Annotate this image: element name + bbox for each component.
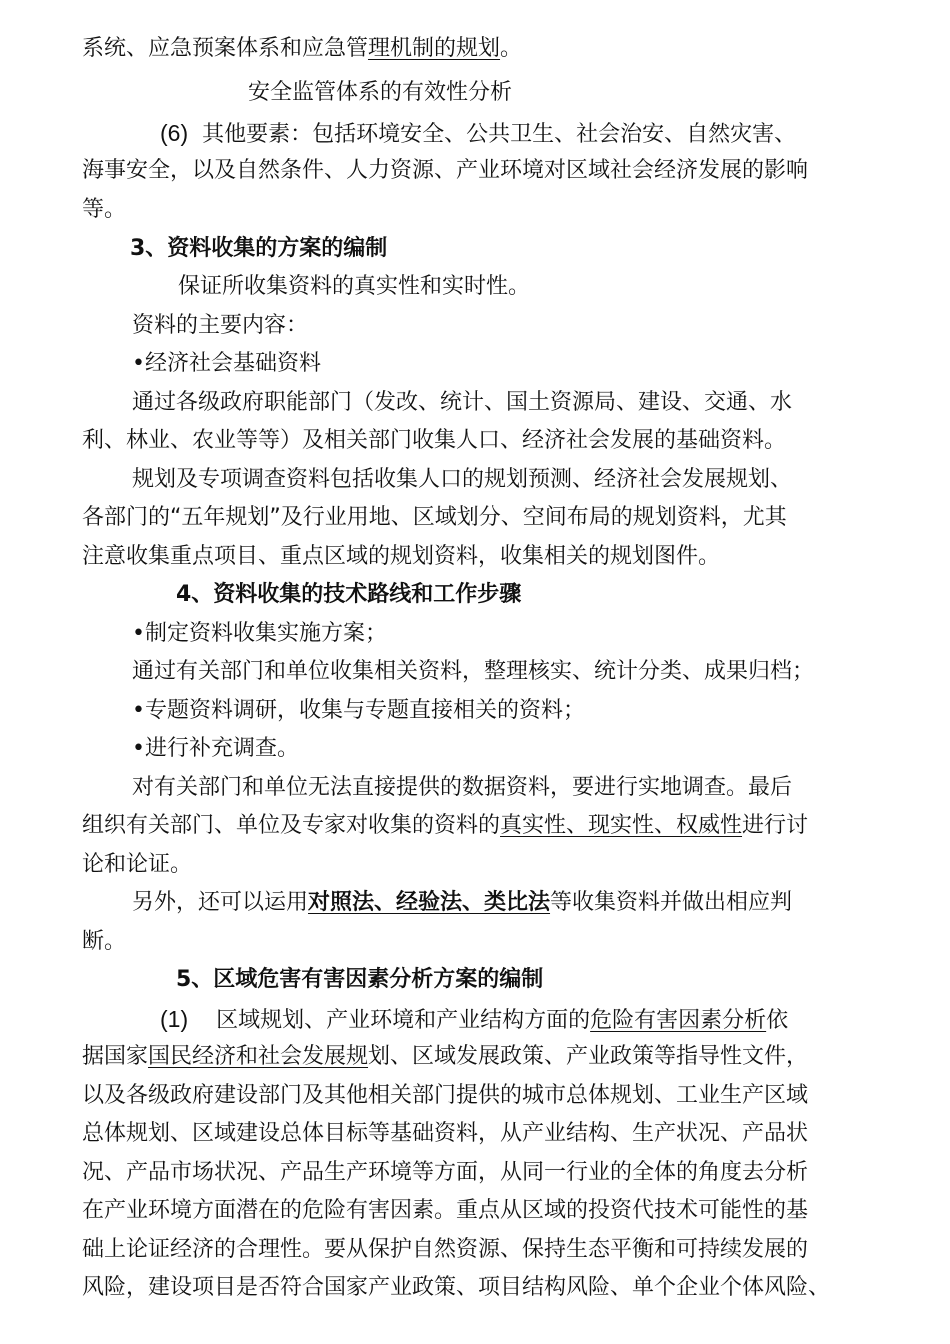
- text-line: [82, 811, 808, 841]
- text-line: 风险，建设项目是否符合国家产业政策、项目结构风险、单个企业个体风险、: [82, 1275, 831, 1300]
- text-line: 断。: [82, 929, 127, 954]
- text-line: 注意收集重点项目、重点区域的规划资料，收集相关的规划图件。: [82, 544, 721, 569]
- list-item-6: [160, 118, 796, 150]
- bullet-item: •制定资料收集实施方案；: [132, 621, 387, 646]
- text-line: 资料的主要内容：: [132, 313, 309, 338]
- text-line: 对有关部门和单位无法直接提供的数据资料，要进行实地调查。最后: [132, 775, 793, 800]
- underlined-text: 危险有害因素分析: [590, 1008, 767, 1033]
- text-span: 划、区域发展政策、产业政策等指导性文件，: [368, 1044, 809, 1069]
- text-span: 据国家: [82, 1044, 149, 1069]
- text-line: 通过各级政府职能部门（发改、统计、国土资源局、建设、交通、水: [132, 390, 793, 415]
- text-line: 海事安全，以及自然条件、人力资源、产业环境对区域社会经济发展的影响: [82, 158, 809, 183]
- text-line: [132, 888, 792, 918]
- bullet-item: •专题资料调研，收集与专题直接相关的资料；: [132, 698, 585, 723]
- underlined-text: 国民经济和社会发展规: [148, 1044, 369, 1069]
- text-line: 规划及专项调查资料包括收集人口的规划预测、经济社会发展规划、: [132, 467, 793, 492]
- item-number: (1): [160, 1006, 189, 1032]
- underlined-bold-text: 对照法、经验法、类比法: [308, 890, 551, 915]
- text-line: [82, 1042, 808, 1072]
- text-line: 通过有关部门和单位收集相关资料，整理核实、统计分类、成果归档；: [132, 659, 815, 684]
- text-line: 以及各级政府建设部门及其他相关部门提供的城市总体规划、工业生产区域: [82, 1083, 809, 1108]
- underlined-text: 真实性、现实性、权威性: [500, 813, 743, 838]
- text-line: 保证所收集资料的真实性和实时性。: [178, 274, 531, 299]
- text-line: 利、林业、农业等等）及相关部门收集人口、经济社会发展的基础资料。: [82, 428, 787, 453]
- bullet-item: •经济社会基础资料: [132, 351, 321, 376]
- bullet-item: •进行补充调查。: [132, 736, 299, 761]
- text-line: 况、产品市场状况、产品生产环境等方面，从同一行业的全体的角度去分析: [82, 1160, 809, 1185]
- list-item-1: [160, 1004, 788, 1036]
- text-span: 系统、应急预案体系和应急管: [82, 36, 369, 61]
- text-line: 总体规划、区域建设总体目标等基础资料，从产业结构、生产状况、产品状: [82, 1121, 809, 1146]
- text-line: 安全监管体系的有效性分析: [248, 80, 513, 105]
- text-line: 论和论证。: [82, 852, 193, 877]
- section-heading-3: 3、资料收集的方案的编制: [130, 236, 388, 261]
- text-span: 进行讨: [742, 813, 809, 838]
- text-line: 础上论证经济的合理性。要从保护自然资源、保持生态平衡和可持续发展的: [82, 1237, 809, 1262]
- item-number: (6): [160, 120, 189, 146]
- section-heading-5: 5、区域危害有害因素分析方案的编制: [176, 967, 544, 992]
- text-span: 等收集资料并做出相应判: [550, 890, 793, 915]
- text-span: 其他要素：包括环境安全、公共卫生、社会治安、自然灾害、: [202, 122, 797, 147]
- text-span: 区域规划、产业环境和产业结构方面的: [216, 1008, 591, 1033]
- underlined-text: 理机制的规划: [368, 36, 501, 61]
- section-heading-4: 4、资料收集的技术路线和工作步骤: [176, 582, 522, 607]
- text-span: 依: [766, 1008, 789, 1033]
- text-span: 组织有关部门、单位及专家对收集的资料的: [82, 813, 501, 838]
- text-line: 各部门的“五年规划”及行业用地、区域划分、空间布局的规划资料，尤其: [82, 505, 787, 530]
- text-span: 。: [500, 36, 523, 61]
- text-line: [82, 34, 522, 64]
- text-line: 等。: [82, 197, 127, 222]
- text-span: 另外，还可以运用: [132, 890, 309, 915]
- text-line: 在产业环境方面潜在的危险有害因素。重点从区域的投资代技术可能性的基: [82, 1198, 809, 1223]
